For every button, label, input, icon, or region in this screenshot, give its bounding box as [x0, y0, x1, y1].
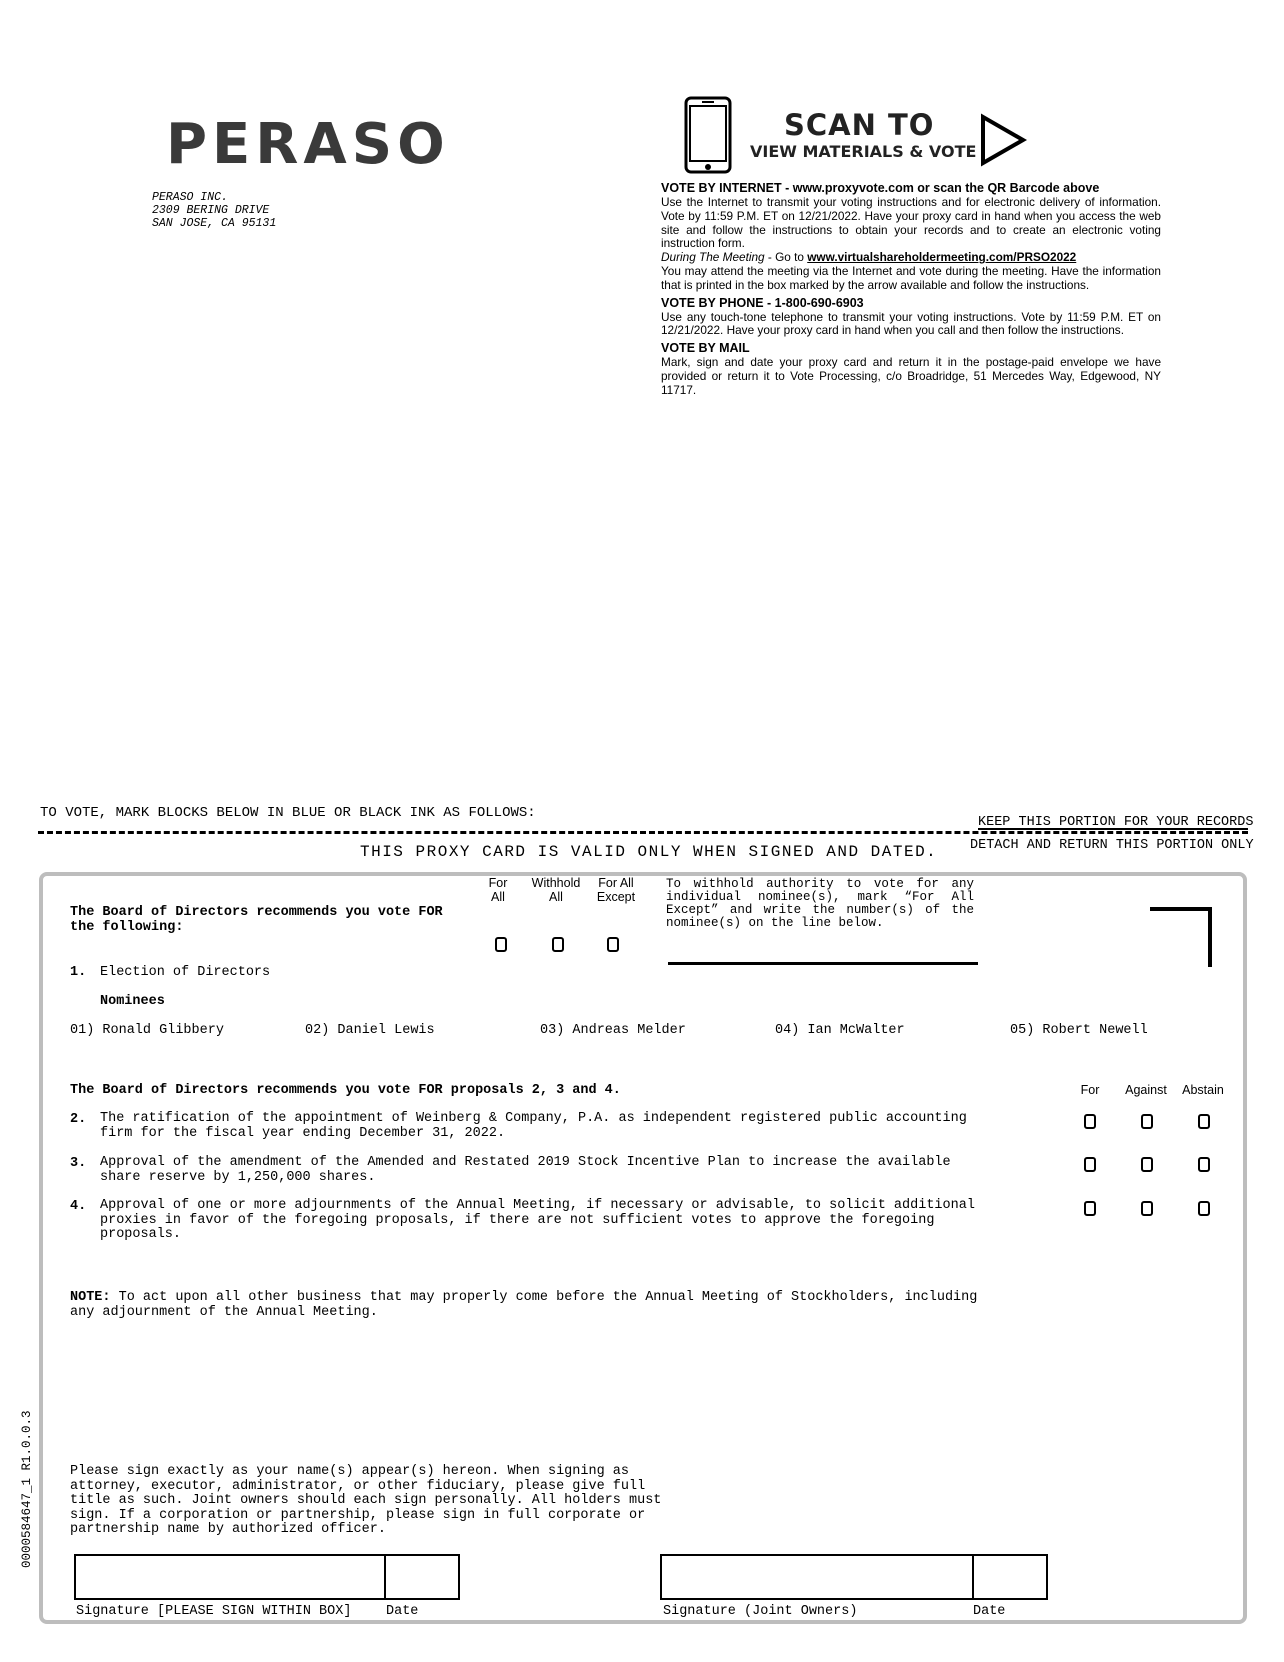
date-label: Date [386, 1604, 419, 1619]
signature-box[interactable] [74, 1554, 386, 1600]
proposal-2-abstain-checkbox[interactable] [1198, 1114, 1210, 1129]
nominee-1: 01) Ronald Glibbery [70, 1023, 224, 1038]
for-all-except-checkbox[interactable] [607, 937, 619, 952]
registration-corner-mark [1150, 907, 1212, 911]
item-1-text: Election of Directors [100, 965, 271, 980]
proposal-4-text [100, 1199, 975, 1243]
meeting-text: You may attend the meeting via the Internet and vote during the meeting. Have the information that is printed in the box marked by the arrow available and follow the instructions. [661, 263, 1161, 292]
proposal-line: firm for the fiscal year ending December 31, 2022. [100, 1125, 506, 1141]
nominee-2: 02) Daniel Lewis [305, 1023, 435, 1038]
address-line: PERASO INC. [152, 191, 228, 204]
scan-title: SCAN TO [784, 108, 935, 142]
document-control-code: 0000584647_1 R1.0.0.3 [20, 1410, 34, 1568]
phone-text: Use any touch-tone telephone to transmit your voting instructions. Vote by 11:59 P.M. ET on 12/21/2022. Have your proxy card in hand when you call and then follow the instructions. [661, 309, 1161, 338]
ink-instruction: TO VOTE, MARK BLOCKS BELOW IN BLUE OR BLACK INK AS FOLLOWS: [40, 805, 536, 821]
proposal-line: The ratification of the appointment of Weinberg & Company, P.A. as independent registered public accounting [100, 1111, 967, 1126]
address-line: 2309 BERING DRIVE [152, 204, 270, 217]
signature-label: Signature [PLEASE SIGN WITHIN BOX] [76, 1604, 352, 1619]
meeting-url-link[interactable]: www.virtualshareholdermeeting.com/PRSO2022 [807, 250, 1077, 265]
mail-heading: VOTE BY MAIL [661, 341, 750, 356]
voting-instructions [661, 181, 1161, 398]
mail-text: Mark, sign and date your proxy card and return it in the postage-paid envelope we have provided or return it to Vote Processing, c/o Broadridge, 51 Mercedes Way, Edgewood, NY 11717. [661, 355, 1161, 397]
nominee-5: 05) Robert Newell [1010, 1023, 1148, 1038]
proposal-4-for-checkbox[interactable] [1084, 1201, 1096, 1216]
meeting-label: During The Meeting [661, 250, 765, 265]
address-line: SAN JOSE, CA 95131 [152, 217, 277, 230]
proposal-3-abstain-checkbox[interactable] [1198, 1157, 1210, 1172]
date-box[interactable] [384, 1554, 460, 1600]
sign-line: attorney, executor, administrator, or other fiduciary, please give full [70, 1478, 646, 1494]
proposal-4-abstain-checkbox[interactable] [1198, 1201, 1210, 1216]
col-for-all [478, 876, 518, 904]
note-text: To act upon all other business that may properly come before the Annual Meeting of Stockholders, including [110, 1290, 978, 1305]
sign-line: partnership name by authorized officer. [70, 1522, 386, 1537]
board-recommendation-directors [70, 905, 443, 935]
item-1-number: 1. [70, 965, 87, 980]
board-rec-line: the following: [70, 920, 184, 935]
col-head-line: All [491, 890, 505, 904]
col-for: For [1080, 1083, 1100, 1097]
col-for-all-except [590, 876, 642, 904]
proposal-line: Approval of the amendment of the Amended and Restated 2019 Stock Incentive Plan to increase the available [100, 1155, 951, 1170]
proposal-4-number: 4. [70, 1199, 87, 1214]
proposal-4-against-checkbox[interactable] [1141, 1201, 1153, 1216]
note-label: NOTE: [70, 1290, 111, 1305]
col-head-line: Except [596, 890, 636, 904]
keep-portion-label: KEEP THIS PORTION FOR YOUR RECORDS [978, 815, 1254, 830]
proposal-line: proposals. [100, 1227, 182, 1242]
proposal-2-text [100, 1112, 967, 1141]
detach-dashed-line [38, 831, 1248, 834]
proposal-3-text [100, 1156, 951, 1185]
col-head-line: For [488, 876, 508, 890]
joint-signature-label: Signature (Joint Owners) [663, 1604, 858, 1619]
company-address [152, 191, 276, 230]
col-head-line: Withhold [531, 876, 581, 890]
note [70, 1291, 977, 1320]
smartphone-icon [684, 96, 732, 174]
sign-line: sign. If a corporation or partnership, please sign in full corporate or [70, 1507, 646, 1523]
note-line: any adjournment of the Annual Meeting. [70, 1304, 378, 1320]
sign-instructions [70, 1465, 661, 1538]
proposal-2-against-checkbox[interactable] [1141, 1114, 1153, 1129]
detach-portion-label: DETACH AND RETURN THIS PORTION ONLY [970, 838, 1254, 853]
proposal-2-for-checkbox[interactable] [1084, 1114, 1096, 1129]
board-recommendation-proposals: The Board of Directors recommends you vote FOR proposals 2, 3 and 4. [70, 1083, 621, 1098]
joint-signature-box[interactable] [660, 1554, 974, 1600]
col-head-line: All [549, 890, 563, 904]
withhold-all-checkbox[interactable] [552, 937, 564, 952]
sign-line: Please sign exactly as your name(s) appear(s) hereon. When signing as [70, 1464, 629, 1479]
joint-date-label: Date [973, 1604, 1006, 1619]
company-logo: PERASO [166, 112, 450, 177]
nominee-3: 03) Andreas Melder [540, 1023, 686, 1038]
play-arrow-icon [979, 113, 1029, 167]
col-withhold-all [524, 876, 588, 904]
nominee-4: 04) Ian McWalter [775, 1023, 905, 1038]
nominee-exception-line[interactable] [668, 962, 978, 965]
phone-heading: VOTE BY PHONE - 1-800-690-6903 [661, 295, 864, 310]
proposal-line: proxies in favor of the foregoing proposals, if there are not sufficient votes to approve the foregoing [100, 1212, 935, 1228]
nominees-label: Nominees [100, 994, 165, 1009]
meeting-goto: - Go to [764, 250, 808, 265]
registration-corner-mark [1208, 907, 1212, 967]
proposal-line: share reserve by 1,250,000 shares. [100, 1169, 376, 1185]
for-all-checkbox[interactable] [495, 937, 507, 952]
col-against: Against [1125, 1083, 1167, 1097]
proposal-2-number: 2. [70, 1112, 87, 1127]
note-line [70, 1291, 977, 1306]
proposal-line: Approval of one or more adjournments of the Annual Meeting, if necessary or advisable, to solicit additional [100, 1198, 975, 1213]
joint-date-box[interactable] [972, 1554, 1048, 1600]
keep-underline [978, 828, 1248, 830]
meeting-line [661, 251, 1161, 265]
col-head-line: For All [598, 876, 634, 890]
board-rec-line: The Board of Directors recommends you vote FOR [70, 905, 443, 920]
internet-heading: VOTE BY INTERNET - www.proxyvote.com or scan the QR Barcode above [661, 181, 1100, 195]
proposal-3-for-checkbox[interactable] [1084, 1157, 1096, 1172]
withhold-instructions: To withhold authority to vote for any individual nominee(s), mark “For All Except” and write the number(s) of the nominee(s) on the line below. [666, 877, 974, 930]
internet-text: Use the Internet to transmit your voting instructions and for electronic delivery of information. Vote by 11:59 P.M. ET on 12/21/2022. Have your proxy card in hand when you access the web site and follow the instructions to obtain your records and to create an electronic voting instruction form. [661, 195, 1161, 251]
proposal-3-number: 3. [70, 1156, 87, 1171]
proposal-3-against-checkbox[interactable] [1141, 1157, 1153, 1172]
valid-notice: THIS PROXY CARD IS VALID ONLY WHEN SIGNED AND DATED. [360, 843, 938, 861]
scan-subtitle: VIEW MATERIALS & VOTE [750, 142, 977, 161]
sign-line: title as such. Joint owners should each sign personally. All holders must [70, 1493, 662, 1508]
col-abstain: Abstain [1182, 1083, 1224, 1097]
